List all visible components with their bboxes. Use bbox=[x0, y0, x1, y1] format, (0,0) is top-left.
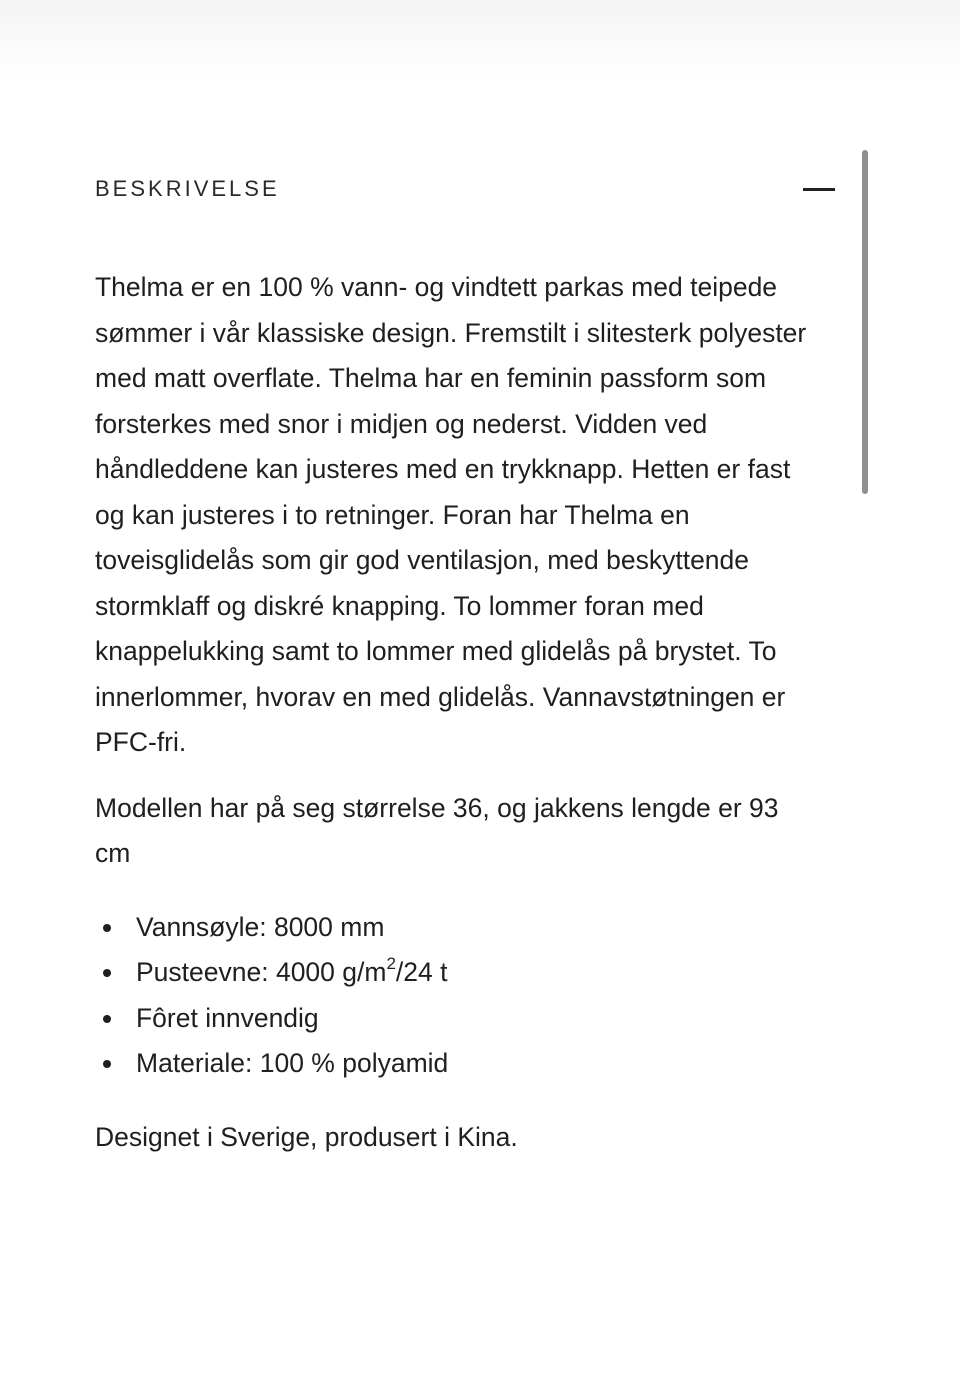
bullet-icon bbox=[103, 969, 111, 977]
scrollbar-thumb[interactable] bbox=[862, 150, 868, 494]
spec-material: Materiale: 100 % polyamid bbox=[136, 1048, 449, 1078]
spec-list bbox=[95, 905, 855, 1087]
spec-lining: Fôret innvendig bbox=[136, 1002, 319, 1033]
bullet-icon bbox=[103, 1060, 111, 1068]
spec-water-column: Vannsøyle: 8000 mm bbox=[136, 911, 385, 942]
bullet-icon bbox=[103, 924, 111, 932]
list-item bbox=[95, 996, 855, 1042]
bullet-icon bbox=[103, 1015, 111, 1023]
section-title: BESKRIVELSE bbox=[95, 176, 280, 201]
spec-breathability: Pusteevne: 4000 $g/m^2/24$ t bbox=[136, 954, 448, 987]
description-content bbox=[95, 265, 855, 1160]
list-item bbox=[95, 905, 855, 951]
model-size-paragraph: Modellen har på seg størrelse 36, og jakkens lengde er 93 cm bbox=[95, 792, 779, 868]
list-item bbox=[95, 1041, 855, 1087]
description-accordion-header[interactable] bbox=[95, 172, 837, 206]
minus-icon[interactable] bbox=[803, 188, 835, 191]
list-item bbox=[95, 950, 855, 996]
origin-paragraph: Designet i Sverige, produsert i Kina. bbox=[95, 1121, 518, 1152]
top-bar-fade bbox=[0, 0, 960, 80]
description-paragraph: Thelma er en 100 % vann- og vindtett parkas med teipede sømmer i vår klassiske design. Fremstilt i slitesterk polyester med matt overflate. Thelma har en feminin passform som forsterkes med snor i midjen og nederst. Vidden ved håndleddene kan justeres med en trykknapp. Hetten er fast og kan justeres i to retninger. Foran har Thelma en toveisglidelås som gir god ventilasjon, med beskyttende stormklaff og diskré knapping. To lommer foran med knappelukking samt to lommer med glidelås på brystet. To innerlommer, hvorav en med glidelås. Vannavstøtningen er PFC-fri. bbox=[95, 272, 807, 757]
